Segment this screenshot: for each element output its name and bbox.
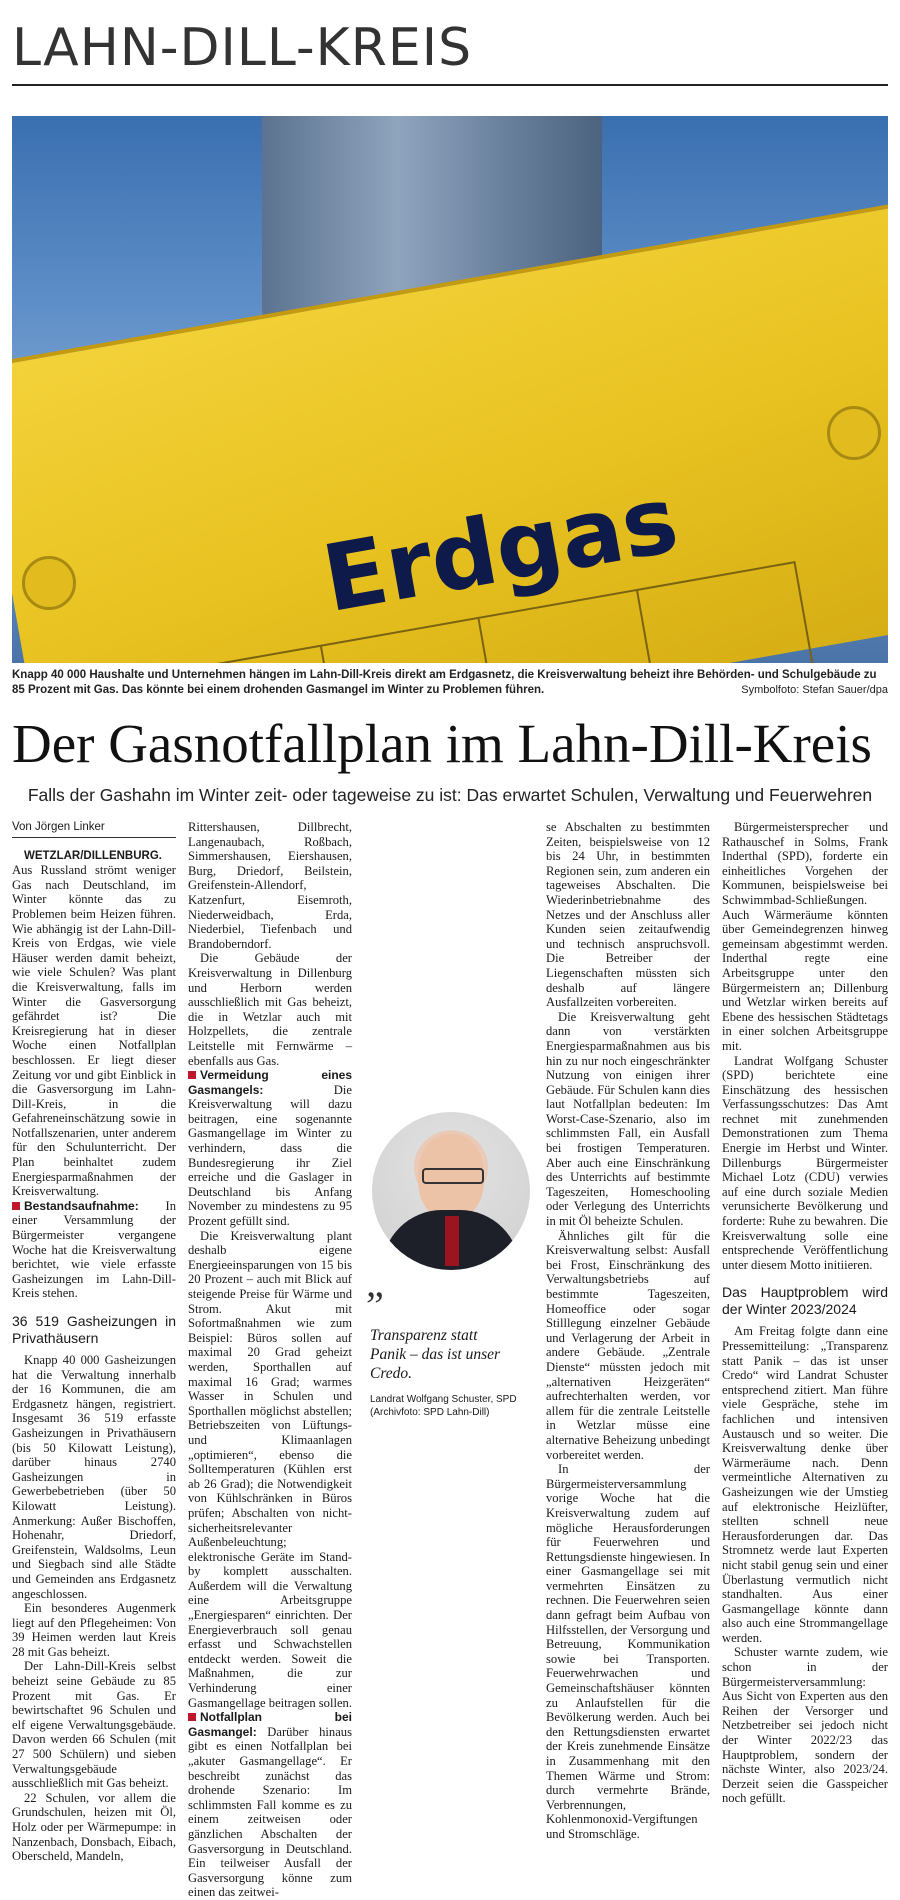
paragraph: Die Kreisverwaltung will dazu beitragen, eine sogenannte Gasmangellage im Winter zu verhindern, dass die Bundesregierung ihr Ziel erreiche und die Gaslager in Deutschland bis Anfang November zu mindestens zu 95 Prozent gefüllt sind.	[188, 1082, 352, 1229]
section-title: LAHN-DILL-KREIS	[12, 18, 473, 78]
paragraph: 22 Schulen, vor allem die Grundschulen, heizen mit Öl, Holz oder per Wärmepumpe: in Nanzenbach, Donsbach, Eibach, Oberscheld, Mandeln,	[12, 1790, 176, 1864]
keyword-heading: Bestandsaufnahme:	[24, 1198, 139, 1213]
paragraph: Ähnliches gilt für die Kreisverwaltung selbst: Ausfall bei Frost, Einschränkung des Verwaltungsbetriebs auf bestimmte Tageszeiten, Homeoffice oder sogar Stilllegung einzelner Gebäude und Verlagerung der Arbeit in andere Gebäude. „Zentrale Dienste“ müssten jedoch mit „alternativen Heizgeräten“ aufrechterhalten werden, vor allem für die zentrale Leitstelle in Wetzlar müsse eine alternative Beheizung unbedingt vorbereitet werden.	[546, 1228, 710, 1462]
paragraph: se Abschalten zu bestimmten Zeiten, beispielsweise von 12 bis 24 Uhr, in bestimmten Regionen sein, zum anderen ein tageweises Abschalten. Die Wiederinbetriebnahme des Netzes und der Anschluss aller Kunden seien zeitaufwendig und technisch anspruchsvoll. Die Betreiber der Liegenschaften müssten sich deshalb auf längere Ausfallzeiten vorbereiten.	[546, 820, 710, 1010]
paragraph: Darüber hinaus gibt es einen Notfallplan bei „akuter Gasmangellage“. Er beschreibt zunächst das drohende Szenario: Im schlimmsten Fall komme es zu einem zeitweisen oder gänzlichen Abschalten der Gasversorgung in Deutschland. Ein teilweiser Ausfall der Gasversorgung könne zum einen das zeitwei-	[188, 1724, 352, 1900]
photo-credit: Symbolfoto: Stefan Sauer/dpa	[741, 684, 888, 696]
keyword-heading: Notfallplan bei Gasmangel:	[188, 1710, 352, 1739]
paragraph: In der Bürgermeisterversammlung vorige Woche hat die Kreisverwaltung zudem auf mögliche Herausforderungen für Feuerwehren und Rettungsdienste hingewiesen. In einer Gasmangellage sei mit vermehrten Einsätzen zu rechnen. Die Feuerwehren seien dann gefragt beim Aufbau von Hilfsstellen, der Versorgung und Betreuung, Kommunikation sowie bei Transporten. Feuerwehrwachen und Gemeinschaftshäuser könnten zu Anlaufstellen für die Bevölkerung werden. Auch bei den Rettungsdiensten erwartet der Kreis zunehmende Einsätze in Zusammenhang mit den Themen Wärme und Strom: durch vermehrte Brände, Verbrennungen, Kohlenmonoxid-Vergiftungen und Stromschläge.	[546, 1462, 710, 1841]
subheading: Das Hauptproblem wird der Winter 2023/2024	[722, 1284, 888, 1318]
sign-bolt-left	[22, 556, 76, 610]
section-marker-icon	[188, 1713, 196, 1721]
paragraph: Der Lahn-Dill-Kreis selbst beheizt seine Gebäude zu 85 Prozent mit Gas. Er bewirtschaftet 96 Schulen und elf eigene Verwaltungsgebäude. Davon werden 66 Schulen (mit 27 500 Schülern) und sieben Verwaltungsgebäude ausschließlich mit Gas beheizt.	[12, 1659, 176, 1791]
column-3	[546, 820, 710, 1842]
section-marker-icon	[12, 1202, 20, 1210]
erdgas-photo	[12, 116, 888, 663]
article-headline: Der Gasnotfallplan im Lahn-Dill-Kreis	[12, 713, 872, 774]
paragraph: Die Kreisverwaltung geht dann von verstärkten Energiesparmaßnahmen aus bis hin zu nur noch eingeschränkter Nutzung von einigen ihrer Gebäude. Für Schulen kann dies laut Notfallplan bedeuten: Im Worst-Case-Szenario, also im schlimmsten Fall, ein Ausfall bei frostigen Temperaturen. Aber auch eine Einschränkung des Unterrichts auf bestimmte Tageszeiten, Homeschooling oder Verlegung des Unterrichts in mit Öl beheizte Schulen.	[546, 1009, 710, 1229]
paragraph: Knapp 40 000 Gasheizungen hat die Verwaltung innerhalb der 16 Kommunen, die am Erdgasnetz hängen, registriert. Insgesamt 36 519 erfasste Gasheizungen in Privathäusern (bis 50 Kilowatt Leistung), darüber hinaus 2740 Gasheizungen in Gewerbebetrieben (über 50 Kilowatt Leistung). Anmerkung: Außer Bischoffen, Hohenahr, Driedorf, Greifenstein, Waldsolms, Leun und Siegbach sind alle Städte und Gemeinden ans Erdgasnetz angeschlossen.	[12, 1353, 176, 1601]
portrait-tie	[445, 1216, 459, 1266]
pull-quote: Transparenz statt Panik – das ist unser Credo.	[370, 1327, 501, 1382]
portrait-photo	[372, 1112, 530, 1270]
column-1	[12, 820, 176, 1864]
portrait-glasses	[422, 1168, 484, 1184]
paragraph: Die Gebäude der Kreisverwaltung in Dillenburg und Herborn werden ausschließlich mit Gas beheizt, die in Wetzlar auch mit Holzpellets, die zentrale Leitstelle mit Fernwärme – ebenfalls aus Gas.	[188, 951, 352, 1068]
sign-lettering: Erdgas	[315, 465, 686, 634]
paragraph: Bürgermeistersprecher und Rathauschef in Solms, Frank Inderthal (SPD), forderte ein einheitliches Vorgehen der Kommunen, beispielsweise bei Schwimmbad-Schließungen. Auch Wärmeräume könnten über Gemeindegrenzen hinweg gemeinsam abgestimmt werden. Inderthal regte eine Arbeitsgruppe unter den Bürgermeistern an; Dillenburg und Wetzlar wirken bereits auf Ebene des hessischen Städtetags in einer solchen Arbeitsgruppe mit.	[722, 820, 888, 1053]
article-subhead: Falls der Gashahn im Winter zeit- oder tageweise zu ist: Das erwartet Schulen, Verwaltung und Feuerwehren	[27, 785, 873, 805]
paragraph: Die Kreisverwaltung plant deshalb eigene Energieeinsparungen von 15 bis 20 Prozent – auch mit Blick auf steigende Preise für Wärme und Strom. Akut mit Sofortmaßnahmen wie zum Beispiel: Büros sollen auf maximal 20 Grad geheizt werden, Sporthallen auf maximal 16 Grad; warmes Wasser in Schulen und Sporthallen möglichst abstellen; Betriebszeiten von Lüftungs- und Klimaanlagen „optimieren“, ebenso die Solltemperaturen (Kühlen erst ab 26 Grad); die Notwendigkeit von Kühlschränken in Büros prüfen; Abschalten von nicht-sicherheitsrelevanter Außenbeleuchtung; elektronische Geräte im Stand-by komplett ausschalten. Außerdem will die Verwaltung eine Arbeitsgruppe „Energiesparen“ einrichten. Der Energieverbrauch soll genau erfasst und Schwachstellen entdeckt werden. Soweit die Maßnahmen, die zur Verhinderung einer Gasmangellage beitragen sollen.	[188, 1228, 353, 1710]
masthead-rule	[12, 84, 888, 86]
paragraph: Landrat Wolfgang Schuster (SPD) berichtete eine Einschätzung des hessischen Verfassungsschutzes: Das Amt rechnet mit zunehmenden Demonstrationen zum Thema Energie im Herbst und Winter. Dillenburgs Bürgermeister Michael Lotz (CDU) verwies auf eine durch soziale Medien verunsicherte Bevölkerung und forderte: Ruhe zu bewahren. Die Kreisverwaltung solle eine entsprechende Veröffentlichung unter diesem Motto initiieren.	[722, 1053, 888, 1272]
quote-source: Landrat Wolfgang Schuster, SPD (Archivfoto: SPD Lahn-Dill)	[370, 1394, 517, 1418]
sign-bolt-right	[827, 406, 881, 460]
photo-caption: Knapp 40 000 Haushalte und Unternehmen hängen im Lahn-Dill-Kreis direkt am Erdgasnetz, die Kreisverwaltung beheizt ihre Behörden- und Schulgebäude zu 85 Prozent mit Gas. Das könnte bei einem drohenden Gasmangel im Winter zu Problemen führen.	[12, 669, 877, 696]
subheading: 36 519 Gasheizungen in Privathäusern	[12, 1313, 176, 1346]
paragraph: Am Freitag folgte dann eine Pressemitteilung: „Transparenz statt Panik – das ist unser Credo“ wird Landrat Schuster entsprechend zitiert. Man führe viele Gespräche, stehe im fachlichen und intensiven Austausch und so weiter. Die Kreisverwaltung denke über Wärmeräume nach. Denn vermeintliche Alternativen zu Gasheizungen wie der Umstieg auf elektronische Heizlüfter, stellten schnell neue Herausforderungen dar. Das Stromnetz werde laut Experten nicht stabil genug sein und einer Überlastung vermutlich nicht standhalten. Aus einer Gasmangellage könnte dann also auch eine Strommangellage werden.	[722, 1324, 888, 1645]
section-marker-icon	[188, 1071, 196, 1079]
paragraph: Rittershausen, Dillbrecht, Langenaubach, Roßbach, Simmershausen, Eiershausen, Burg, Driedorf, Beilstein, Greifenstein-Allendorf, Katzenfurt, Eisemroth, Niederweidbach, Erda, Niederbiel, Tiefenbach und Brandoberndorf.	[188, 820, 352, 951]
paragraph: Ein besonderes Augenmerk liegt auf den Pflegeheimen: Von 39 Heimen werden laut Kreis 28 mit Gas beheizt.	[12, 1601, 176, 1659]
paragraph: Schuster warnte zudem, wie schon in der Bürgermeisterversammlung: Aus Sicht von Experten aus den Reihen der Versorger und Netzbetreiber sei jedoch nicht der Winter 2022/23 das Hauptproblem, sondern der nächste Winter, also 2023/24. Derzeit seien die Gasspeicher noch gefüllt.	[722, 1645, 888, 1806]
quote-mark-icon: ”	[366, 1283, 384, 1328]
paragraph: Aus Russland strömt weniger Gas nach Deutschland, im Winter könnte das zu Problemen beim Heizen führen. Wie abhängig ist der Lahn-Dill-Kreis von Erdgas, wie viele Häuser werden damit beheizt, wie viele Schulen? Was plant die Kreisverwaltung, falls im Winter die Gasversorgung gefährdet ist? Die Kreisregierung hat in dieser Woche einen Notfallplan beschlossen. Er liegt dieser Zeitung vor und gibt Einblick in die Gasversorgung im Lahn-Dill-Kreis, in die Gefahreneinschätzung sowie in Notfallszenarien, unter anderem für den Schulunterricht. Der Plan beinhaltet zudem Energiesparmaßnahmen der Kreisverwaltung.	[12, 863, 176, 1199]
byline: Von Jörgen Linker	[12, 820, 176, 838]
column-2	[188, 820, 352, 1900]
dateline: WETZLAR/DILLENBURG.	[24, 849, 162, 862]
column-4	[722, 820, 888, 1806]
keyword-heading: Vermeidung eines Gasmangels:	[188, 1068, 352, 1097]
paragraph: In einer Versammlung der Bürgermeister vergangene Woche hat die Kreisverwaltung berichtet, wie viele erfasste Gasheizungen im Lahn-Dill-Kreis stehen.	[12, 1198, 176, 1301]
